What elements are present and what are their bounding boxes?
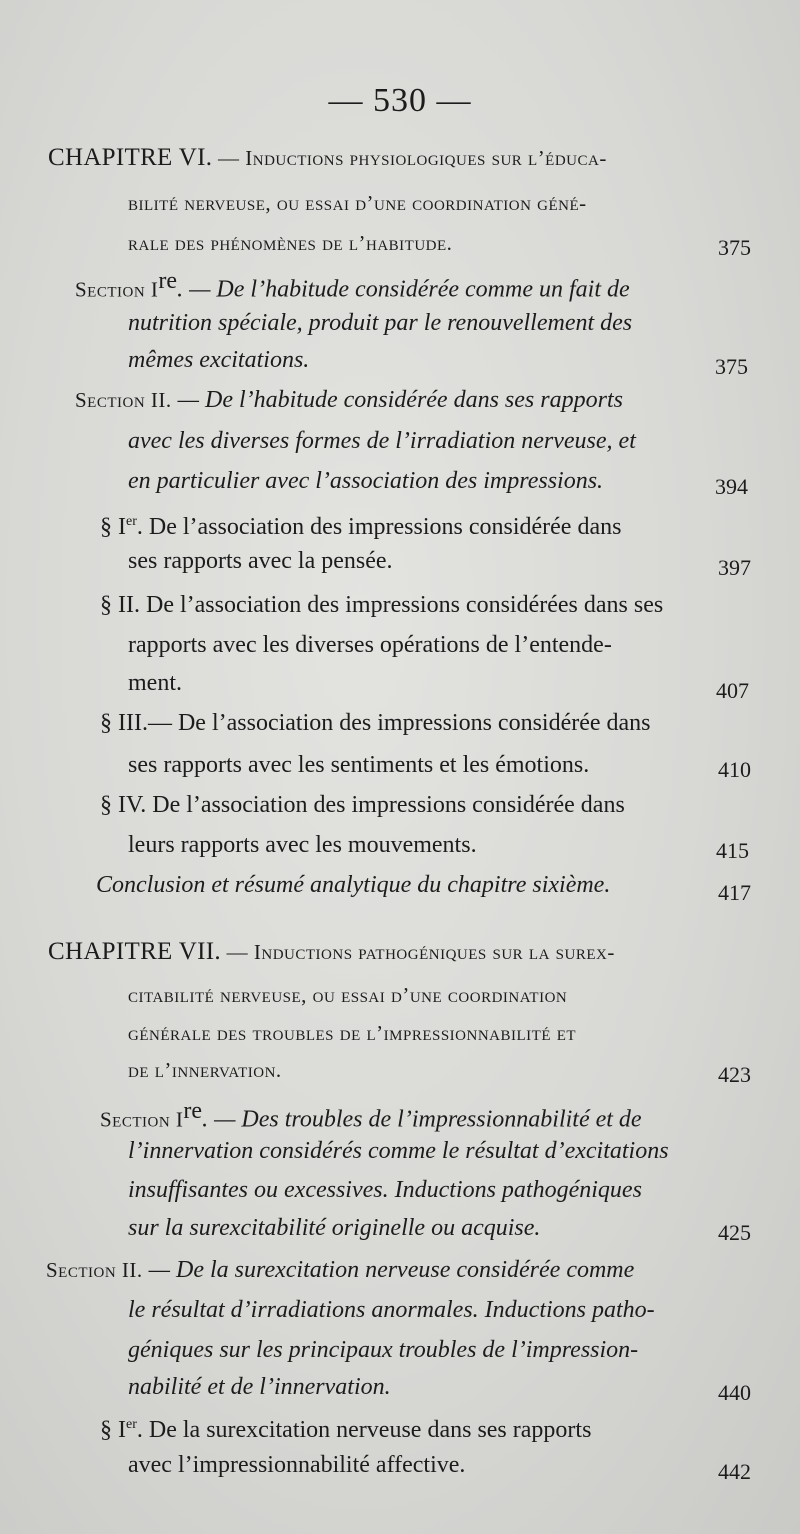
chapter-7-line-3: générale des troubles de l’impressionnabilité et (128, 1021, 577, 1045)
ch6-section-2-line-3: en particulier avec l’association des impressions. (128, 468, 604, 494)
ch7-section-1-line-1: Section Ire. — Des troubles de l’impressionnabilité et de (100, 1098, 642, 1133)
ch6-paragraph-2-line-1: § II. De l’association des impressions considérées dans ses (100, 592, 664, 618)
ch6-paragraph-2-line-3: ment. (128, 670, 182, 696)
chapter-6-line-3: rale des phénomènes de l’habitude. (128, 231, 453, 255)
ch7-section-2-line-2: le résultat d’irradiations anormales. Inductions patho- (128, 1297, 655, 1323)
ch7-section-1-page: 425 (718, 1220, 751, 1245)
ch6-paragraph-4-line-2: leurs rapports avec les mouvements. (128, 832, 477, 858)
ch7-section-2-line-4: nabilité et de l’innervation. (128, 1374, 391, 1400)
ch7-paragraph-1-page: 442 (718, 1459, 751, 1484)
ch6-section-2-page: 394 (715, 474, 748, 499)
ch7-paragraph-1-line-2: avec l’impressionnabilité affective. (128, 1452, 466, 1478)
chapter-7-line-4: de l’innervation. (128, 1058, 282, 1082)
ch6-section-1-line-3: mêmes excitations. (128, 347, 310, 373)
ch6-paragraph-1-page: 397 (718, 555, 751, 580)
ch6-paragraph-1-line-2: ses rapports avec la pensée. (128, 548, 393, 574)
ch6-conclusion-page: 417 (718, 880, 751, 905)
chapter-6-heading: CHAPITRE VI. — Inductions physiologiques sur l’éduca- (48, 144, 607, 171)
ch6-section-1-page: 375 (715, 354, 748, 379)
ch6-paragraph-2-page: 407 (716, 678, 749, 703)
page-number: — 530 — (328, 82, 472, 119)
ch7-paragraph-1-line-1: § Ier. De la surexcitation nerveuse dans ses rapports (100, 1417, 592, 1443)
ch7-section-1-line-4: sur la surexcitabilité originelle ou acquise. (128, 1215, 541, 1241)
ch7-section-2-line-3: géniques sur les principaux troubles de l’impression- (128, 1337, 639, 1363)
ch6-paragraph-4-page: 415 (716, 838, 749, 863)
ch6-paragraph-1-line-1: § Ier. De l’association des impressions considérée dans (100, 514, 622, 540)
chapter-7-heading: CHAPITRE VII. — Inductions pathogéniques sur la surex- (48, 938, 615, 965)
ch6-paragraph-3-line-1: § III.— De l’association des impressions considérée dans (100, 710, 651, 736)
ch6-section-1-line-2: nutrition spéciale, produit par le renouvellement des (128, 310, 633, 336)
chapter-6-line-2: bilité nerveuse, ou essai d’une coordination géné- (128, 191, 587, 215)
chapter-7-line-2: citabilité nerveuse, ou essai d’une coordination (128, 983, 568, 1007)
ch7-section-2-page: 440 (718, 1380, 751, 1405)
ch6-paragraph-3-line-2: ses rapports avec les sentiments et les émotions. (128, 752, 590, 778)
ch7-section-1-line-3: insuffisantes ou excessives. Inductions pathogéniques (128, 1177, 642, 1203)
ch6-paragraph-4-line-1: § IV. De l’association des impressions considérée dans (100, 792, 625, 818)
chapter-7-page: 423 (718, 1062, 751, 1087)
ch6-paragraph-2-line-2: rapports avec les diverses opérations de l’entende- (128, 632, 612, 658)
ch6-paragraph-3-page: 410 (718, 757, 751, 782)
ch6-section-1-line-1: Section Ire. — De l’habitude considérée comme un fait de (75, 268, 630, 303)
ch6-conclusion: Conclusion et résumé analytique du chapitre sixième. (96, 872, 611, 898)
ch7-section-1-line-2: l’innervation considérés comme le résultat d’excitations (128, 1138, 669, 1164)
ch6-section-2-line-1: Section II. — De l’habitude considérée dans ses rapports (75, 387, 623, 413)
chapter-6-page: 375 (718, 235, 751, 260)
ch7-section-2-line-1: Section II. — De la surexcitation nerveuse considérée comme (46, 1257, 635, 1283)
ch6-section-2-line-2: avec les diverses formes de l’irradiation nerveuse, et (128, 428, 636, 454)
